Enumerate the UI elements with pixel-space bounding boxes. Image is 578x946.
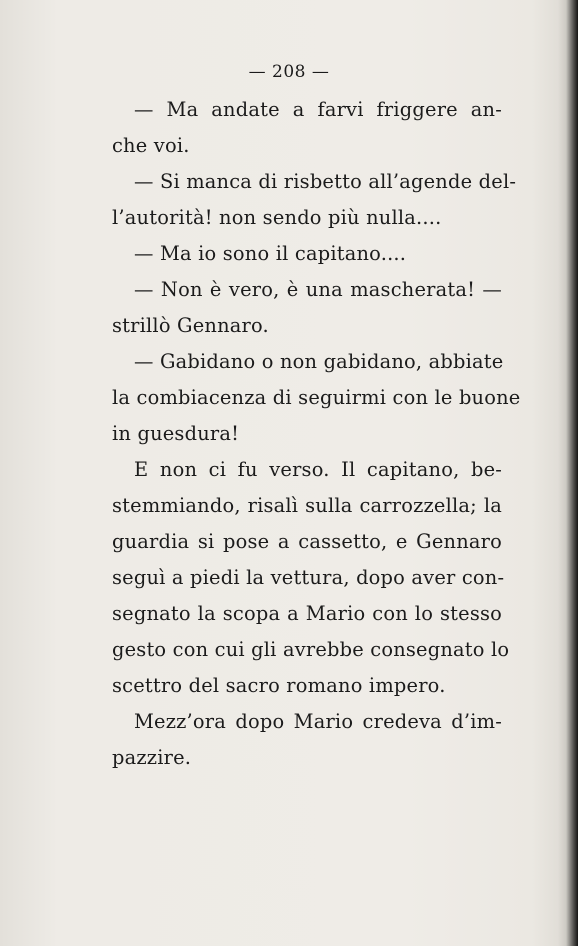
text-line: Mezz’ora dopo Mario credeva d’im- — [134, 710, 502, 733]
text-line: gesto con cui gli avrebbe consegnato lo — [112, 638, 510, 661]
text-line: — Gabidano o non gabidano, abbiate — [134, 350, 504, 373]
page-edge-shadow — [558, 0, 578, 946]
body-text — [112, 92, 521, 776]
text-line: strillò Gennaro. — [112, 314, 269, 337]
text-line: pazzire. — [112, 746, 192, 769]
text-line: scettro del sacro romano impero. — [112, 674, 446, 697]
page-number: — 208 — — [248, 62, 330, 82]
text-line: E non ci fu verso. Il capitano, be- — [134, 458, 502, 481]
text-line: in guesdura! — [112, 422, 240, 445]
text-line: la combiacenza di seguirmi con le buone — [112, 386, 521, 409]
text-line: segnato la scopa a Mario con lo stesso — [112, 602, 502, 625]
text-line: seguì a piedi la vettura, dopo aver con- — [112, 566, 505, 589]
text-line: — Ma io sono il capitano.... — [134, 242, 407, 265]
text-line: l’autorità! non sendo più nulla.... — [112, 206, 442, 229]
text-line: — Non è vero, è una mascherata! — — [134, 278, 502, 301]
text-line: guardia si pose a cassetto, e Gennaro — [112, 530, 502, 553]
text-line: — Ma andate a farvi friggere an- — [134, 98, 502, 121]
text-line: che voi. — [112, 134, 190, 157]
text-line: — Si manca di risbetto all’agende del- — [134, 170, 517, 193]
text-line: stemmiando, risalì sulla carrozzella; la — [112, 494, 502, 517]
